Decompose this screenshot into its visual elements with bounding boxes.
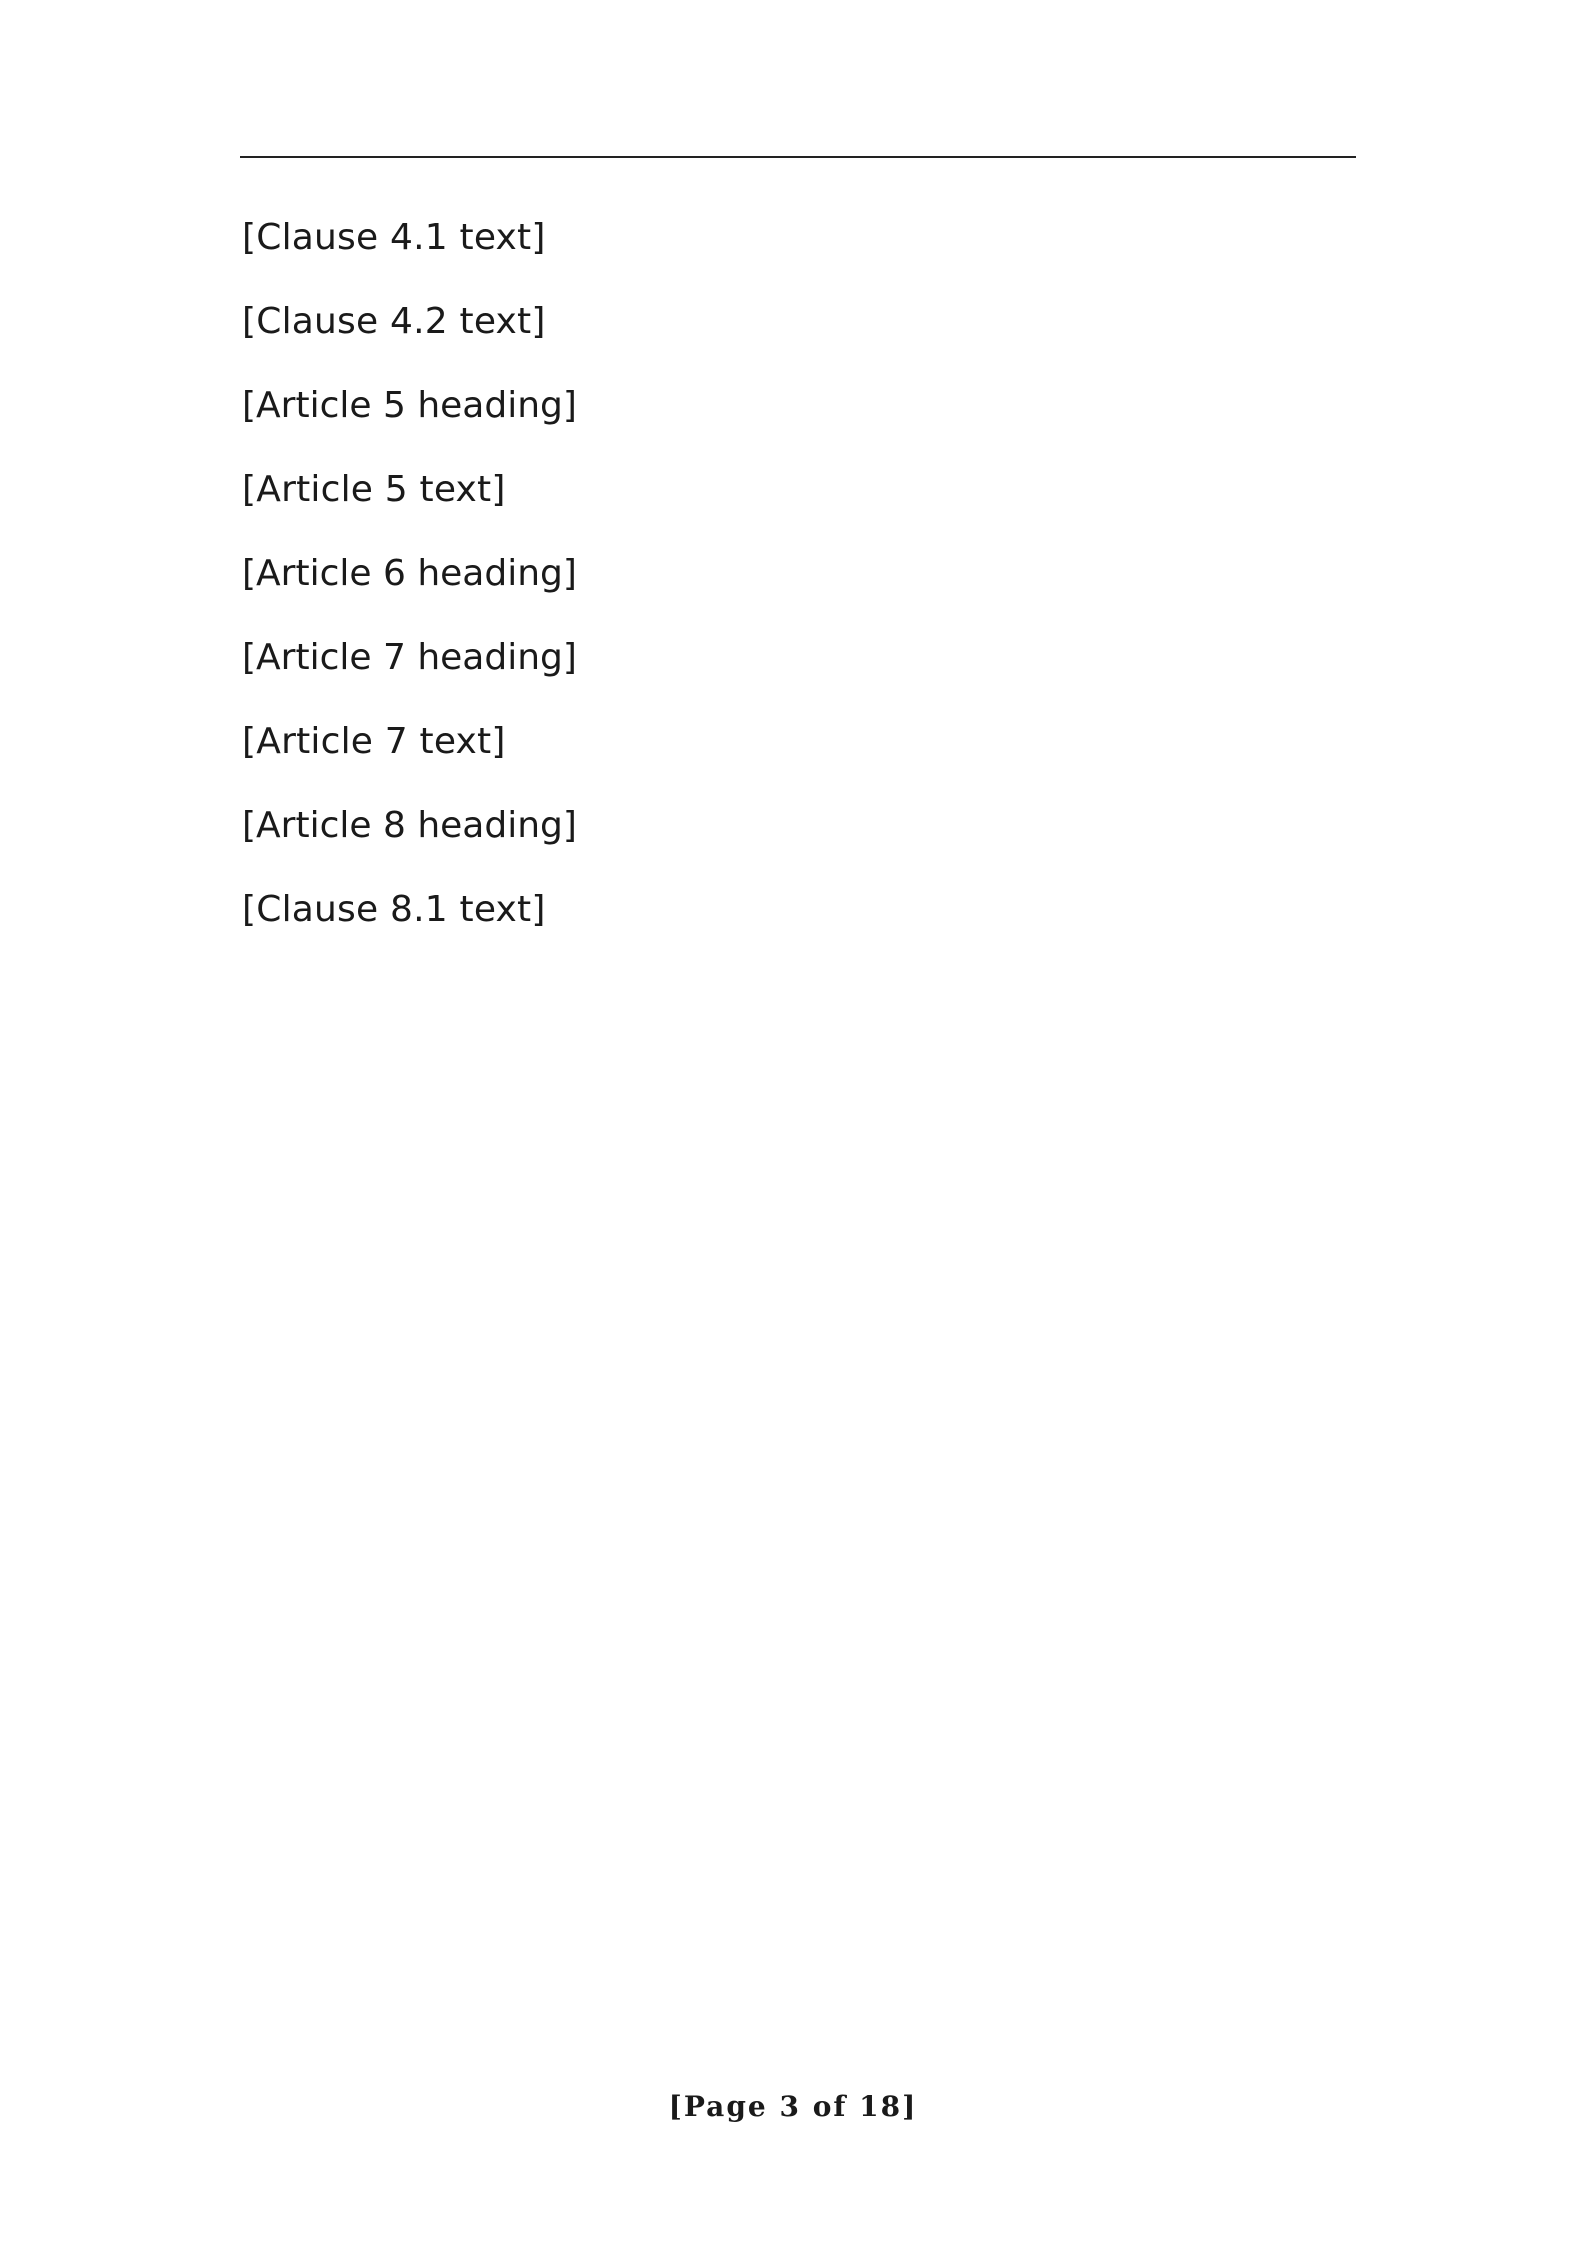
clause-8-1: [Clause 8.1 text] bbox=[242, 889, 546, 930]
article-8-heading: [Article 8 heading] bbox=[242, 805, 577, 846]
article-5-body: [Article 5 text] bbox=[242, 469, 506, 510]
article-7-body: [Article 7 text] bbox=[242, 721, 506, 762]
clause-4-1: [Clause 4.1 text] bbox=[242, 217, 546, 258]
page-number-footer: [Page 3 of 18] bbox=[668, 2090, 918, 2123]
clause-4-2: [Clause 4.2 text] bbox=[242, 301, 546, 342]
header-divider bbox=[240, 156, 1356, 158]
article-5-heading: [Article 5 heading] bbox=[242, 385, 577, 426]
document-body bbox=[242, 196, 1356, 952]
article-6-heading: [Article 6 heading] bbox=[242, 553, 577, 594]
article-7-heading: [Article 7 heading] bbox=[242, 637, 577, 678]
